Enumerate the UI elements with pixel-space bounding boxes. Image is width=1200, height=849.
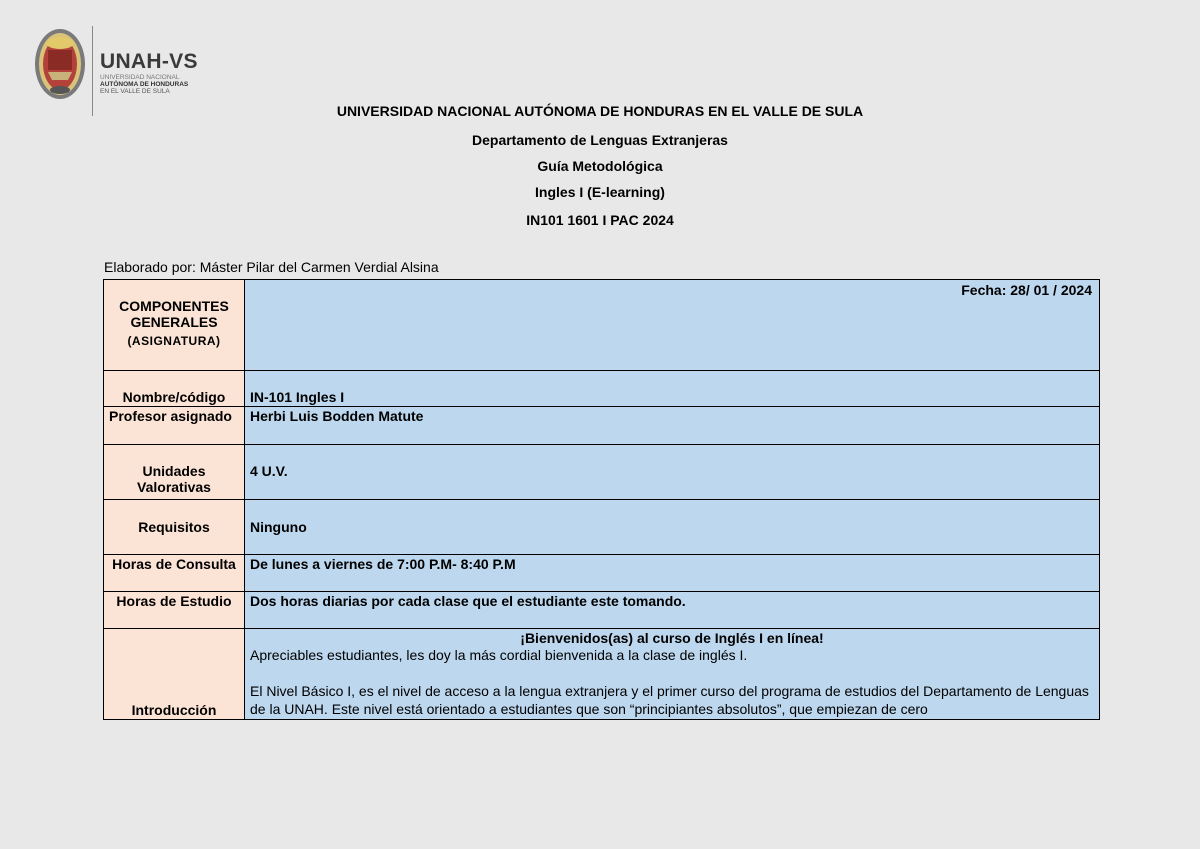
- university-seal-icon: [34, 28, 86, 100]
- table-row-intro: [104, 629, 1100, 720]
- course-code: IN101 1601 I PAC 2024: [526, 212, 674, 228]
- logo-subtitle-2: AUTÓNOMA DE HONDURAS: [100, 81, 189, 88]
- intro-gap: [250, 664, 1094, 682]
- guide-title: Guía Metodológica: [537, 158, 663, 174]
- table-row: [104, 500, 1100, 555]
- components-subtitle: (ASIGNATURA): [127, 334, 221, 348]
- table-row: [104, 555, 1100, 592]
- intro-paragraph-1: Apreciables estudiantes, les doy la más cordial bienvenida a la clase de inglés I.: [250, 647, 748, 663]
- table-row: [104, 592, 1100, 629]
- components-title: COMPONENTES GENERALES: [119, 298, 229, 330]
- department-title: Departamento de Lenguas Extranjeras: [472, 132, 728, 148]
- intro-label: Introducción: [104, 629, 245, 720]
- course-info-table: [103, 279, 1100, 720]
- table-row-components: [104, 280, 1100, 371]
- row-label: Horas de Estudio: [104, 592, 245, 629]
- row-label: Profesor asignado: [104, 407, 245, 445]
- table-row: [104, 407, 1100, 445]
- row-label: Unidades Valorativas: [104, 445, 245, 500]
- row-label: Horas de Consulta: [104, 555, 245, 592]
- intro-cell: [245, 629, 1100, 720]
- intro-title: ¡Bienvenidos(as) al curso de Inglés I en línea!: [520, 630, 824, 646]
- row-value: Herbi Luis Bodden Matute: [245, 407, 1100, 445]
- row-value: De lunes a viernes de 7:00 P.M- 8:40 P.M: [245, 555, 1100, 592]
- course-title: Ingles I (E-learning): [535, 184, 665, 200]
- university-title: UNIVERSIDAD NACIONAL AUTÓNOMA DE HONDURAS EN EL VALLE DE SULA: [336, 103, 864, 119]
- table-row: [104, 445, 1100, 500]
- intro-paragraph-2: El Nivel Básico I, es el nivel de acceso a la lengua extranjera y el primer curso del programa de estudios del Departamento de Lenguas de la UNAH. Este nivel está orientado a estudiantes que son “principiantes absolutos”, que empiezan de cero: [250, 683, 1089, 717]
- row-value: Dos horas diarias por cada clase que el estudiante este tomando.: [245, 592, 1100, 629]
- row-label: Requisitos: [104, 500, 245, 555]
- row-value: IN-101 Ingles I: [245, 371, 1100, 407]
- fecha-cell: [245, 280, 1100, 371]
- logo-subtitle-1: UNIVERSIDAD NACIONAL: [100, 74, 180, 81]
- row-value: 4 U.V.: [245, 445, 1100, 500]
- logo-name: UNAH-VS: [100, 50, 198, 73]
- components-label-cell: [104, 280, 245, 371]
- date-text: Fecha: 28/ 01 / 2024: [961, 282, 1092, 298]
- row-value: Ninguno: [245, 500, 1100, 555]
- author-line: Elaborado por: Máster Pilar del Carmen Verdial Alsina: [104, 259, 439, 275]
- logo-subtitle-3: EN EL VALLE DE SULA: [100, 88, 170, 95]
- row-label: Nombre/código: [104, 371, 245, 407]
- table-row: [104, 371, 1100, 407]
